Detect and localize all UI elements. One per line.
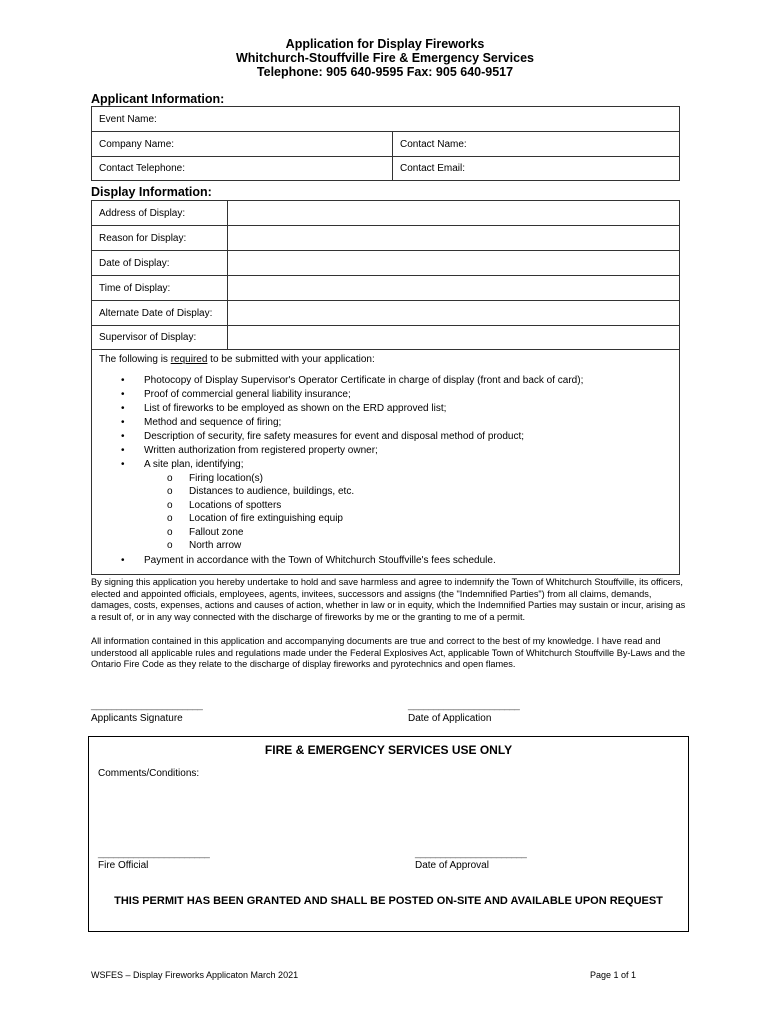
requirement-item: Payment in accordance with the Town of Whitchurch Stouffville's fees schedule. <box>144 555 496 566</box>
supervisor-label: Supervisor of Display: <box>92 326 228 350</box>
site-plan-item: Distances to audience, buildings, etc. <box>189 486 355 497</box>
display-time-field[interactable] <box>228 276 680 301</box>
office-use-box <box>88 736 689 932</box>
sub-bullet-icon: o <box>167 527 173 538</box>
bullet-icon: • <box>121 459 125 470</box>
site-plan-item: Locations of spotters <box>189 500 282 511</box>
contact-telephone-field[interactable]: Contact Telephone: <box>92 157 393 181</box>
site-plan-item: North arrow <box>189 540 242 551</box>
company-name-field[interactable]: Company Name: <box>92 132 393 157</box>
approval-date-line[interactable]: ______________________ <box>415 848 527 859</box>
requirement-item: Written authorization from registered property owner; <box>144 445 378 456</box>
display-time-label: Time of Display: <box>92 276 228 301</box>
sub-bullet-icon: o <box>167 540 173 551</box>
document-header <box>0 37 770 79</box>
permit-notice: THIS PERMIT HAS BEEN GRANTED AND SHALL BE POSTED ON-SITE AND AVAILABLE UPON REQUEST <box>114 895 663 907</box>
bullet-icon: • <box>121 555 125 566</box>
requirement-item: Description of security, fire safety measures for event and disposal method of product; <box>144 431 524 442</box>
bullet-icon: • <box>121 403 125 414</box>
footer-document-id: WSFES – Display Fireworks Applicaton March 2021 <box>91 970 299 980</box>
site-plan-item: Location of fire extinguishing equip <box>189 513 343 524</box>
contact-email-field[interactable]: Contact Email: <box>393 157 680 181</box>
requirement-item: Photocopy of Display Supervisor's Operator Certificate in charge of display (front and back of card); <box>144 375 584 386</box>
site-plan-item: Firing location(s) <box>189 473 263 484</box>
contact-name-field[interactable]: Contact Name: <box>393 132 680 157</box>
page-number: Page 1 of 1 <box>590 970 637 980</box>
sub-bullet-icon: o <box>167 500 173 511</box>
approval-date-label: Date of Approval <box>415 860 489 871</box>
fire-official-line[interactable]: ______________________ <box>98 848 210 859</box>
display-reason-label: Reason for Display: <box>92 226 228 251</box>
department-name: Whitchurch-Stouffville Fire & Emergency Services <box>236 51 534 65</box>
sub-bullet-icon: o <box>167 513 173 524</box>
requirement-item: A site plan, identifying; <box>144 459 244 470</box>
supervisor-field[interactable] <box>228 326 680 350</box>
site-plan-item: Fallout zone <box>189 527 244 538</box>
applicant-section-title: Applicant Information: <box>91 92 225 106</box>
fire-official-label: Fire Official <box>98 860 149 871</box>
application-date-line[interactable]: ______________________ <box>408 700 520 711</box>
bullet-icon: • <box>121 389 125 400</box>
bullet-icon: • <box>121 431 125 442</box>
application-date-label: Date of Application <box>408 713 492 724</box>
applicant-table <box>91 106 680 181</box>
display-address-label: Address of Display: <box>92 201 228 226</box>
bullet-icon: • <box>121 375 125 386</box>
bullet-icon: • <box>121 417 125 428</box>
sub-bullet-icon: o <box>167 486 173 497</box>
alternate-date-field[interactable] <box>228 301 680 326</box>
required-emphasis: required <box>170 354 208 365</box>
declaration-paragraph: All information contained in this application and accompanying documents are true and correct to the best of my knowledge. I have read and understood all applicable rules and regulations made under the Federal Explosives Act, applicable Town of Whitchurch Stouffville By-Laws and the Ontario Fire Code as they relate to the discharge of display fireworks and pyrotechnics and open flames. <box>91 636 686 669</box>
requirements-intro: The following is required to be submitted with your application: <box>99 354 375 365</box>
document-title: Application for Display Fireworks <box>285 37 485 51</box>
requirement-item: Proof of commercial general liability insurance; <box>144 389 351 400</box>
requirement-item: List of fireworks to be employed as shown on the ERD approved list; <box>144 403 447 414</box>
display-reason-field[interactable] <box>228 226 680 251</box>
applicant-signature-line[interactable]: ______________________ <box>91 700 203 711</box>
comments-label: Comments/Conditions: <box>98 768 200 779</box>
requirements-box <box>91 349 680 575</box>
display-date-label: Date of Display: <box>92 251 228 276</box>
sub-bullet-icon: o <box>167 473 173 484</box>
event-name-field[interactable]: Event Name: <box>92 107 680 132</box>
requirement-item: Method and sequence of firing; <box>144 417 282 428</box>
display-address-field[interactable] <box>228 201 680 226</box>
contact-numbers: Telephone: 905 640-9595 Fax: 905 640-9517 <box>256 65 514 79</box>
bullet-icon: • <box>121 445 125 456</box>
applicant-signature-label: Applicants Signature <box>91 713 183 724</box>
alternate-date-label: Alternate Date of Display: <box>92 301 228 326</box>
display-section-title: Display Information: <box>91 185 212 199</box>
indemnity-paragraph: By signing this application you hereby undertake to hold and save harmless and agree to indemnify the Town of Whitchurch Stouffville, its officers, elected and appointed officials, employees, agents, invitees, successors and assigns (the "Indemnified Parties") from all claims, demands, damages, costs, expenses, actions and causes of action, whether in law or in equity, which the Indemnified Parties may sustain or incur, arising as a result of, or in any way connected with the discharge of fireworks by me or the granting to me of a permit. <box>91 577 686 622</box>
display-date-field[interactable] <box>228 251 680 276</box>
display-table <box>91 200 680 350</box>
office-use-title: FIRE & EMERGENCY SERVICES USE ONLY <box>264 743 513 757</box>
